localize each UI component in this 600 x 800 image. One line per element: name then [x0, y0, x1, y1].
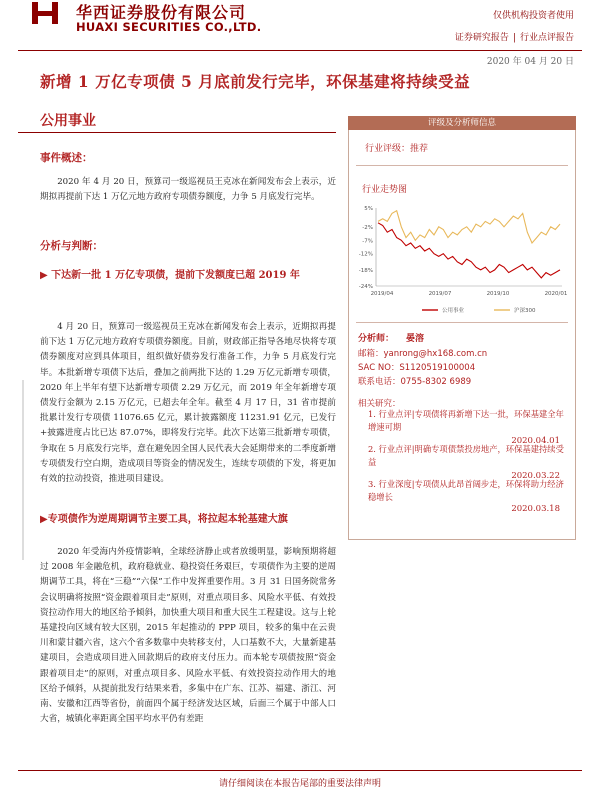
- industry-trend-chart: [352, 200, 570, 318]
- x-tick-label: 2019/10: [486, 291, 510, 297]
- header-divider: [18, 50, 582, 51]
- report-type-b: 行业点评报告: [519, 33, 574, 43]
- analysis-paragraph-1: 4 月 20 日，预算司一级巡视员王克冰在新闻发布会上表示，近期拟再提前下达 1 万亿元地方政府专项债券额度。目前，财政部正指导各地尽快将专项债券额度对应到具体项目，组织做好债券发行准备工作，力争 5 月底发行完毕。本批新增专项债下达后，叠加之前两批下达的 1.29 万亿元新增专项债，2020 年上半年有望下达新增专项债 2.29 万亿元，而 2019 年全年新增专项债发行金额为 2.15 万亿元，已超去年全年。截至 4 月 17 日，31 省市提前批累计发行专项债 11076.65 亿元，累计披露额度 11231.91 亿元，已发行+披露进度占比已达 87.07%，即将发行完毕。此次下达第三批新增专项债，争取在 5 月底发行完毕，意在避免因全国人民代表大会延期带来的二季度新增专项债发行空白期，造成项目等资金的情况发生，连续专项债的下发，将更加有效的拉动投资，推进项目建设。: [40, 322, 336, 485]
- chart-title: 行业走势图: [362, 185, 408, 195]
- related-item-2[interactable]: 2. 行业点评|明确专项债禁投房地产，环保基建持续受益: [368, 444, 564, 467]
- analyst-phone: 联系电话：0755-8302 6989: [358, 377, 472, 387]
- industry-rating: 行业评级：推荐: [365, 144, 429, 154]
- x-tick-label: 2019/04: [370, 291, 394, 297]
- subheading-1: ▶ 下达新一批 1 万亿专项债，提前下发额度已超 2019 年: [40, 270, 300, 281]
- x-tick-label: 2020/01: [544, 291, 568, 297]
- brand-name-cn: 华西证券股份有限公司: [76, 3, 247, 22]
- series-line-1: [378, 223, 560, 278]
- footer-divider: [18, 770, 582, 771]
- event-paragraph: 2020 年 4 月 20 日，预算司一级巡视员王克冰在新闻发布会上表示，近期拟再提前下达 1 万亿元地方政府专项债券额度，力争 5 月底发行完毕。: [40, 177, 336, 203]
- report-type-a: 证券研究报告: [454, 33, 509, 43]
- sidebar-divider-2: [356, 322, 568, 323]
- analysis-heading: 分析与判断：: [40, 240, 103, 252]
- margin-rule: [22, 380, 24, 560]
- brand-name-en: HUAXI SECURITIES CO.,LTD.: [76, 20, 262, 34]
- report-type-tag: 证券研究报告 | 行业点评报告: [454, 33, 574, 43]
- y-tick-label: -18%: [358, 267, 373, 274]
- analyst-name: 晏溶: [406, 334, 425, 344]
- y-tick-label: -12%: [358, 251, 373, 258]
- related-date-2: 2020.03.22: [511, 471, 560, 481]
- huaxi-logo-icon: [30, 0, 60, 26]
- analyst-label: 分析师：: [358, 334, 395, 344]
- sidebar-divider: [356, 165, 568, 166]
- report-title: 新增 1 万亿专项债 5 月底前发行完毕，环保基建将持续受益: [40, 72, 471, 91]
- sector-name: 公用事业: [40, 113, 96, 129]
- legend-label: 沪深300: [514, 308, 536, 314]
- y-tick-label: 5%: [364, 206, 373, 212]
- subheading-2: ▶专项债作为逆周期调节主要工具，将拉起本轮基建大旗: [40, 514, 288, 525]
- event-heading: 事件概述：: [40, 152, 93, 164]
- y-tick-label: -2%: [362, 224, 373, 231]
- legend-label: 公用事业: [442, 308, 465, 314]
- related-date-3: 2020.03.18: [511, 504, 560, 514]
- audience-tag: 仅供机构投资者使用: [492, 11, 574, 21]
- sector-divider: [18, 132, 336, 133]
- analysis-paragraph-2: 2020 年受海内外疫情影响，全球经济静止或者放缓明显，影响预期将超过 2008 年金融危机，政府稳就业、稳投资任务艰巨，专项债作为主要的逆周期调节工具，将在“三稳”“六保”工作中发挥重要作用。3 月 31 日国务院常务会议明确将按照“资金跟着项目走”原则，对重点项目多、风险水平低、有效投资拉动作用大的地区给予倾斜，加快重大项目和重大民生工程建设。这与上轮基建投向区域有较大区别，2015 年起推动的 PPP 项目，较多的集中在云贵川和蒙甘疆六省，这六个省多数靠中央转移支付，人口基数不大，大量新建基建项目，会造成项目进入回款期后的政府支付压力。而本轮专项债按照“资金跟着项目走”的原则，对重点项目多、风险水平低、有效投资拉动作用大的地区给予倾斜，从提前批发行结果来看，多集中在广东、江苏、福建、浙江、河南、安徽和江西等省份，前面四个属于经济发达区域，后面三个属于中部人口大省，城镇化率距离全国平均水平仍有差距: [40, 547, 336, 725]
- report-date: 2020 年 04 月 20 日: [486, 57, 574, 67]
- x-tick-label: 2019/07: [428, 291, 452, 297]
- legal-notice: 请仔细阅读在本报告尾部的重要法律声明: [218, 779, 381, 789]
- related-item-1[interactable]: 1. 行业点评|专项债将再新增下达一批，环保基建全年增速可期: [368, 409, 564, 432]
- related-research-label: 相关研究：: [358, 399, 401, 409]
- related-date-1: 2020.04.01: [511, 436, 560, 446]
- y-tick-label: -24%: [358, 284, 373, 290]
- analyst-sac: SAC NO：S1120519100004: [358, 363, 476, 373]
- y-tick-label: -7%: [362, 238, 373, 245]
- analyst-email[interactable]: 邮箱：yanrong@hx168.com.cn: [358, 349, 488, 359]
- sidebar-header: 评级及分析师信息: [348, 116, 576, 130]
- related-item-3[interactable]: 3. 行业深度|专项债从此昂首阔步走，环保将助力经济稳增长: [368, 479, 564, 502]
- series-line-2: [378, 211, 560, 243]
